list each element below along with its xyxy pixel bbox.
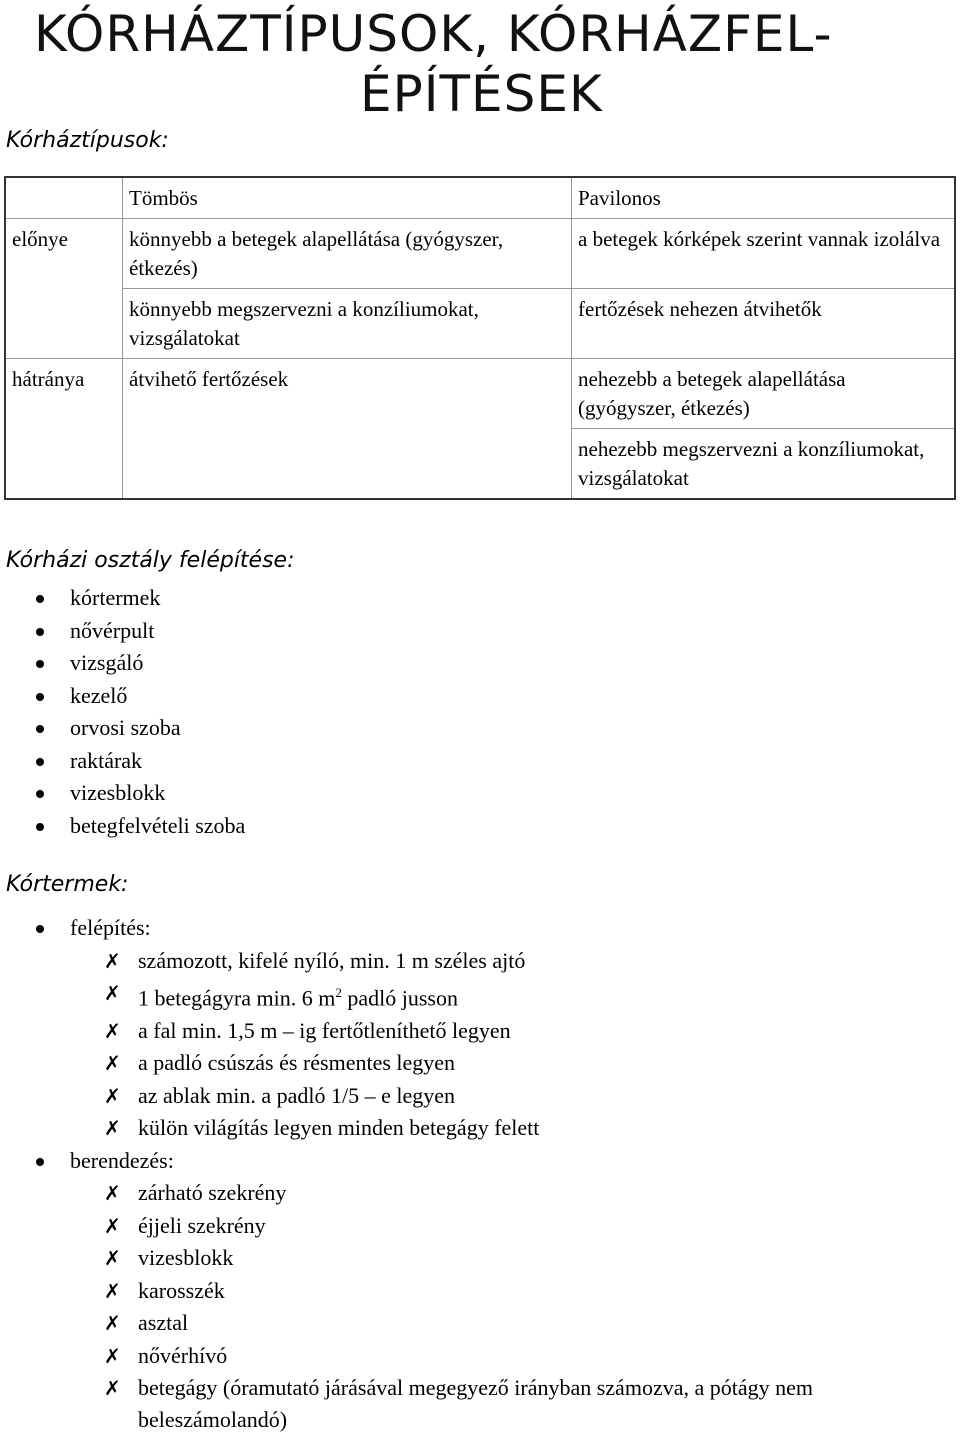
- cross-icon: ✗: [104, 948, 121, 973]
- comparison-table: [4, 176, 956, 500]
- section-heading-hospital-types: Kórháztípusok:: [6, 128, 169, 153]
- table-header-row: [5, 177, 955, 219]
- cross-icon: ✗: [104, 1246, 121, 1271]
- list-item: kezelő: [0, 680, 960, 713]
- title-line-2: ÉPÍTÉSEK: [360, 65, 603, 123]
- table-cell: fertőzések nehezen átvihetők: [572, 289, 956, 359]
- sub-list-item: ✗ nővérhívó: [0, 1340, 960, 1373]
- cross-icon: ✗: [104, 1213, 121, 1238]
- list-item: betegfelvételi szoba: [0, 810, 960, 843]
- sub-list-item: ✗ külön világítás legyen minden betegágy felett: [0, 1112, 960, 1145]
- cross-icon: ✗: [104, 981, 121, 1005]
- sub-list-item: ✗ asztal: [0, 1307, 960, 1340]
- table-row: [5, 289, 955, 359]
- cross-icon: ✗: [104, 1051, 121, 1076]
- table-cell: nehezebb megszervezni a konzíliumokat, vizsgálatokat: [572, 429, 956, 500]
- list-item: vizsgáló: [0, 647, 960, 680]
- sub-list-item: ✗ a fal min. 1,5 m – ig fertőtleníthető legyen: [0, 1015, 960, 1048]
- table-header-pavilonos: Pavilonos: [572, 177, 956, 219]
- list-item: vizesblokk: [0, 777, 960, 810]
- list-item: orvosi szoba: [0, 712, 960, 745]
- berendezes-sublist: [0, 1177, 960, 1436]
- cross-icon: ✗: [104, 1278, 121, 1303]
- cross-icon: ✗: [104, 1376, 121, 1401]
- cross-icon: ✗: [104, 1116, 121, 1141]
- table-cell: átvihető fertőzések: [123, 359, 572, 500]
- group-label: berendezés:: [70, 1147, 174, 1173]
- cross-icon: ✗: [104, 1311, 121, 1336]
- sub-list-item: ✗ betegágy (óramutató járásával megegyező irányban számozva, a pótágy nem beleszámolandó): [0, 1372, 960, 1436]
- table-cell: nehezebb a betegek alapellátása (gyógyszer, étkezés): [572, 359, 956, 429]
- table-header-tombos: Tömbös: [123, 177, 572, 219]
- felepites-sublist: [0, 945, 960, 1145]
- sub-list-item: ✗ a padló csúszás és résmentes legyen: [0, 1047, 960, 1080]
- table-cell: könnyebb a betegek alapellátása (gyógyszer, étkezés): [123, 219, 572, 289]
- sub-list-item: ✗ zárható szekrény: [0, 1177, 960, 1210]
- row-label-elonye: előnye: [5, 219, 123, 359]
- table-row: [5, 359, 955, 429]
- cross-icon: ✗: [104, 1181, 121, 1206]
- cross-icon: ✗: [104, 1083, 121, 1108]
- table-row: [5, 219, 955, 289]
- table-cell: könnyebb megszervezni a konzíliumokat, vizsgálatokat: [123, 289, 572, 359]
- sub-list-item: ✗ karosszék: [0, 1275, 960, 1308]
- page-title: [0, 4, 960, 124]
- cross-icon: ✗: [104, 1343, 121, 1368]
- list-item: raktárak: [0, 745, 960, 778]
- ward-structure-list: [0, 582, 960, 842]
- list-item: nővérpult: [0, 615, 960, 648]
- sub-list-item: ✗ éjjeli szekrény: [0, 1210, 960, 1243]
- sub-list-item: ✗ 1 betegágyra min. 6 $m^2$ padló jusson: [0, 977, 960, 1015]
- table-corner-cell: [5, 177, 123, 219]
- table-cell: a betegek kórképek szerint vannak izolálva: [572, 219, 956, 289]
- section-heading-wards: Kórtermek:: [6, 872, 129, 897]
- row-label-hatranya: hátránya: [5, 359, 123, 500]
- section-heading-ward-structure: Kórházi osztály felépítése:: [6, 548, 295, 573]
- wards-list: [0, 912, 960, 1436]
- sub-list-item: ✗ számozott, kifelé nyíló, min. 1 m széles ajtó: [0, 945, 960, 978]
- title-line-1: KÓRHÁZTÍPUSOK, KÓRHÁZFEL-: [34, 5, 833, 63]
- cross-icon: ✗: [104, 1018, 121, 1043]
- list-item: kórtermek: [0, 582, 960, 615]
- list-item-berendezes: [0, 1145, 960, 1436]
- sub-list-item: ✗ az ablak min. a padló 1/5 – e legyen: [0, 1080, 960, 1113]
- sub-list-item: ✗ vizesblokk: [0, 1242, 960, 1275]
- list-item-felepites: [0, 912, 960, 1145]
- group-label: felépítés:: [70, 915, 151, 940]
